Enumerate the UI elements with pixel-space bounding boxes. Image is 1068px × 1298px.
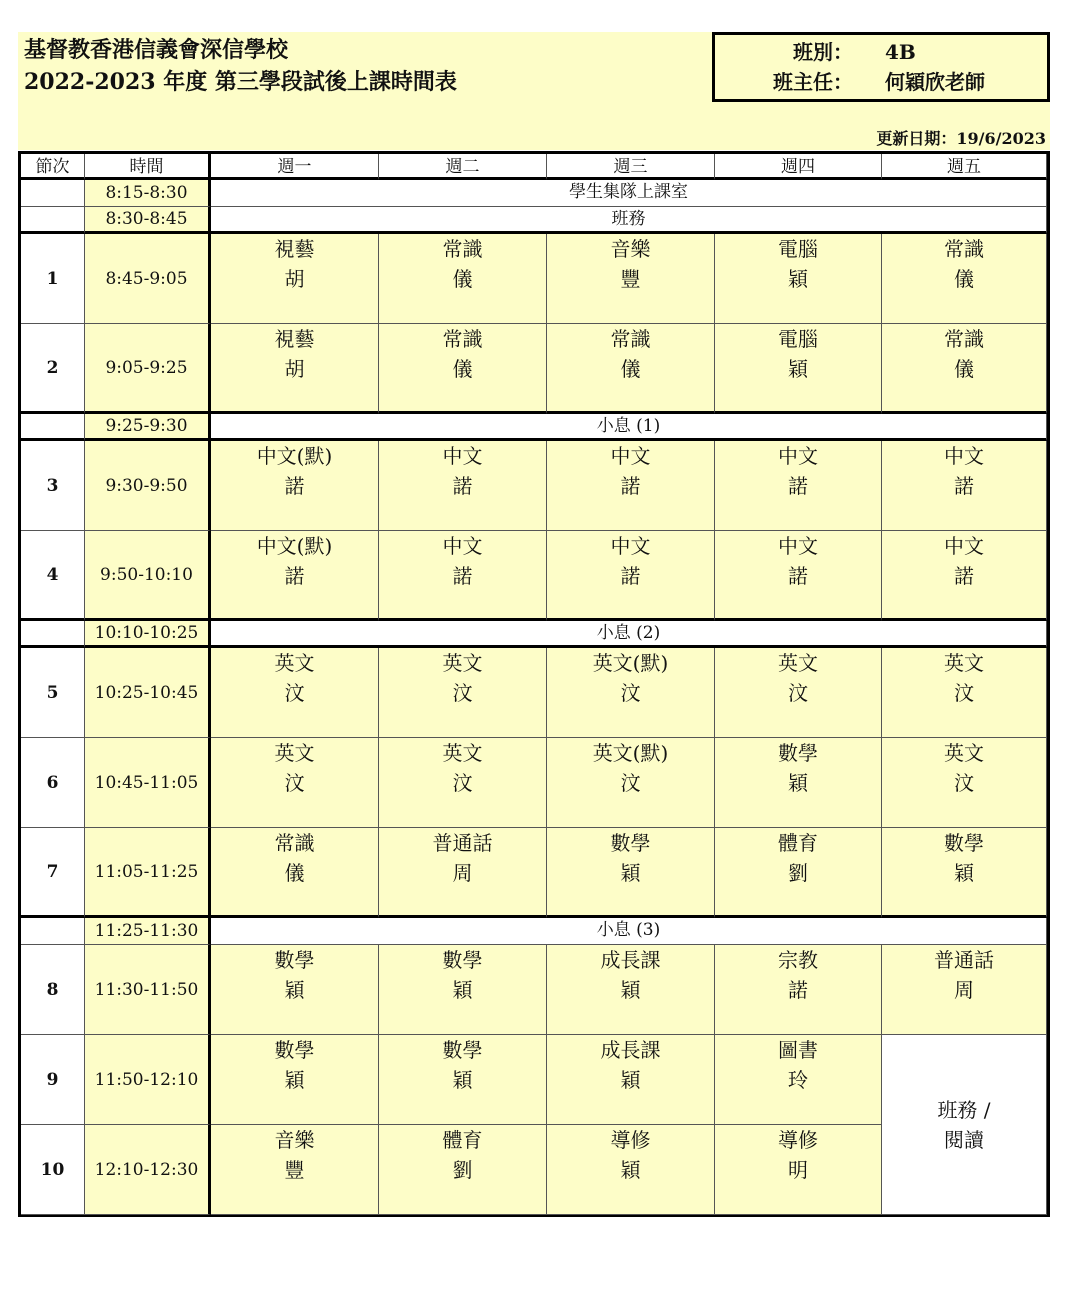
subject-name: 中文 — [944, 444, 984, 468]
lesson-cell — [547, 234, 715, 324]
lesson-cell — [379, 828, 547, 918]
teacher-name: 明 — [788, 1158, 808, 1182]
period-number: 6 — [21, 738, 85, 828]
lesson-cell — [547, 441, 715, 531]
time-slot: 9:30-9:50 — [85, 441, 211, 531]
teacher-name: 儀 — [620, 357, 641, 381]
subject-name: 音樂 — [610, 237, 651, 261]
teacher-name: 汶 — [954, 771, 974, 795]
time-slot: 8:15-8:30 — [85, 180, 211, 207]
subject-name: 宗教 — [778, 948, 818, 972]
period-number: 3 — [21, 441, 85, 531]
teacher-name: 穎 — [788, 771, 808, 795]
column-header: 週三 — [547, 154, 715, 180]
subject-name: 普通話 — [934, 948, 994, 972]
subject-name: 中文 — [778, 534, 818, 558]
teacher-name: 諾 — [788, 474, 808, 498]
subject-name: 音樂 — [274, 1128, 315, 1152]
lesson-cell — [715, 234, 882, 324]
class-value: 4B — [885, 40, 916, 64]
subject-name: 數學 — [944, 831, 984, 855]
subject-name: 中文 — [442, 534, 483, 558]
teacher-name: 穎 — [452, 1068, 473, 1092]
subject-name: 中文(默) — [256, 444, 333, 468]
period-num-blank — [21, 414, 85, 441]
lesson-cell — [715, 441, 882, 531]
lesson-cell — [379, 648, 547, 738]
teacher-name: 儀 — [284, 861, 305, 885]
subject-name: 中文 — [610, 534, 651, 558]
teacher-name: 豐 — [620, 267, 641, 291]
teacher-name: 穎 — [620, 1068, 641, 1092]
lesson-cell — [715, 738, 882, 828]
lesson-cell — [211, 531, 379, 621]
teacher-name: 儀 — [954, 267, 974, 291]
lesson-cell — [715, 648, 882, 738]
teacher-label: 班主任： — [773, 70, 853, 94]
lesson-cell — [379, 738, 547, 828]
activity-banner: 小息 (3) — [211, 918, 1047, 945]
teacher-name: 汶 — [788, 681, 808, 705]
subject-name: 電腦 — [778, 237, 818, 261]
teacher-name: 諾 — [452, 474, 473, 498]
teacher-name: 汶 — [284, 681, 305, 705]
period-number: 1 — [21, 234, 85, 324]
subject-name: 導修 — [610, 1128, 651, 1152]
time-slot: 10:25-10:45 — [85, 648, 211, 738]
teacher-name: 諾 — [452, 564, 473, 588]
subject-name: 英文(默) — [592, 651, 669, 675]
lesson-cell — [211, 648, 379, 738]
lesson-cell — [211, 1035, 379, 1125]
period-number: 5 — [21, 648, 85, 738]
teacher-name: 諾 — [954, 474, 974, 498]
friday-merged-cell — [882, 1035, 1047, 1215]
school-title-block — [24, 34, 457, 98]
subject-name: 英文 — [274, 741, 315, 765]
friday-activity-line: 班務 / — [937, 1097, 991, 1122]
subject-name: 常識 — [610, 327, 651, 351]
teacher-name: 汶 — [452, 771, 473, 795]
subject-name: 中文 — [944, 534, 984, 558]
lesson-cell — [379, 441, 547, 531]
lesson-cell — [715, 1125, 882, 1215]
lesson-cell — [715, 1035, 882, 1125]
lesson-cell — [211, 234, 379, 324]
class-info-box — [712, 32, 1050, 102]
lesson-cell — [211, 441, 379, 531]
friday-activity-line: 閱讀 — [944, 1127, 984, 1152]
teacher-name: 劉 — [452, 1158, 473, 1182]
period-number: 4 — [21, 531, 85, 621]
column-header: 節次 — [21, 154, 85, 180]
time-slot: 11:05-11:25 — [85, 828, 211, 918]
subject-name: 圖書 — [778, 1038, 818, 1062]
period-number: 2 — [21, 324, 85, 414]
lesson-cell — [882, 738, 1047, 828]
subject-name: 數學 — [274, 948, 315, 972]
period-number: 7 — [21, 828, 85, 918]
lesson-cell — [547, 531, 715, 621]
time-slot: 11:50-12:10 — [85, 1035, 211, 1125]
column-header: 週二 — [379, 154, 547, 180]
teacher-name: 豐 — [284, 1158, 305, 1182]
lesson-cell — [882, 648, 1047, 738]
teacher-name: 穎 — [284, 978, 305, 1002]
subject-name: 視藝 — [274, 237, 315, 261]
subject-name: 電腦 — [778, 327, 818, 351]
teacher-name: 玲 — [788, 1068, 808, 1092]
period-number: 9 — [21, 1035, 85, 1125]
teacher-name: 汶 — [284, 771, 305, 795]
teacher-name: 諾 — [284, 474, 305, 498]
teacher-name: 劉 — [788, 861, 808, 885]
teacher-name: 胡 — [284, 267, 305, 291]
lesson-cell — [547, 1125, 715, 1215]
teacher-name: 諾 — [620, 564, 641, 588]
teacher-name: 周 — [954, 978, 974, 1002]
teacher-name: 諾 — [954, 564, 974, 588]
timetable-grid — [18, 151, 1050, 1217]
activity-banner: 班務 — [211, 207, 1047, 234]
subject-name: 體育 — [442, 1128, 483, 1152]
school-name: 基督教香港信義會深信學校 — [24, 37, 289, 63]
subject-name: 常識 — [944, 327, 984, 351]
subject-name: 中文 — [610, 444, 651, 468]
teacher-name: 諾 — [788, 978, 808, 1002]
teacher-name: 穎 — [620, 1158, 641, 1182]
period-number: 10 — [21, 1125, 85, 1215]
lesson-cell — [379, 1125, 547, 1215]
teacher-name: 汶 — [620, 771, 641, 795]
lesson-cell — [715, 531, 882, 621]
teacher-name: 汶 — [452, 681, 473, 705]
lesson-cell — [379, 531, 547, 621]
lesson-cell — [211, 1125, 379, 1215]
time-slot: 10:10-10:25 — [85, 621, 211, 648]
time-slot: 9:05-9:25 — [85, 324, 211, 414]
lesson-cell — [379, 324, 547, 414]
time-slot: 10:45-11:05 — [85, 738, 211, 828]
timetable-header — [18, 32, 1050, 150]
term-title: 2022-2023 年度 第三學段試後上課時間表 — [24, 69, 457, 95]
subject-name: 常識 — [442, 237, 483, 261]
teacher-name: 諾 — [620, 474, 641, 498]
subject-name: 數學 — [442, 1038, 483, 1062]
subject-name: 數學 — [274, 1038, 315, 1062]
teacher-name: 諾 — [284, 564, 305, 588]
teacher-name: 穎 — [620, 861, 641, 885]
time-slot: 11:25-11:30 — [85, 918, 211, 945]
lesson-cell — [882, 324, 1047, 414]
time-slot: 8:30-8:45 — [85, 207, 211, 234]
lesson-cell — [211, 828, 379, 918]
teacher-name: 儀 — [452, 357, 473, 381]
lesson-cell — [547, 648, 715, 738]
lesson-cell — [547, 828, 715, 918]
period-num-blank — [21, 207, 85, 234]
subject-name: 中文(默) — [256, 534, 333, 558]
updated-date: 更新日期：19/6/2023 — [876, 129, 1046, 148]
lesson-cell — [211, 324, 379, 414]
lesson-cell — [379, 1035, 547, 1125]
lesson-cell — [211, 738, 379, 828]
time-slot: 9:25-9:30 — [85, 414, 211, 441]
activity-banner: 學生集隊上課室 — [211, 180, 1047, 207]
subject-name: 成長課 — [600, 1038, 661, 1062]
subject-name: 常識 — [944, 237, 984, 261]
teacher-name: 儀 — [452, 267, 473, 291]
period-num-blank — [21, 918, 85, 945]
column-header: 週四 — [715, 154, 882, 180]
subject-name: 英文 — [944, 741, 984, 765]
lesson-cell — [547, 1035, 715, 1125]
teacher-name: 周 — [452, 861, 473, 885]
lesson-cell — [715, 828, 882, 918]
subject-name: 中文 — [778, 444, 818, 468]
time-slot: 8:45-9:05 — [85, 234, 211, 324]
teacher-name: 穎 — [788, 357, 808, 381]
lesson-cell — [547, 945, 715, 1035]
activity-banner: 小息 (1) — [211, 414, 1047, 441]
time-slot: 9:50-10:10 — [85, 531, 211, 621]
teacher-name: 穎 — [954, 861, 974, 885]
lesson-cell — [547, 324, 715, 414]
subject-name: 英文 — [778, 651, 818, 675]
teacher-name: 胡 — [284, 357, 305, 381]
subject-name: 數學 — [442, 948, 483, 972]
subject-name: 體育 — [778, 831, 818, 855]
activity-banner: 小息 (2) — [211, 621, 1047, 648]
subject-name: 常識 — [274, 831, 315, 855]
subject-name: 常識 — [442, 327, 483, 351]
lesson-cell — [715, 945, 882, 1035]
subject-name: 普通話 — [432, 831, 493, 855]
lesson-cell — [379, 945, 547, 1035]
lesson-cell — [882, 441, 1047, 531]
lesson-cell — [715, 324, 882, 414]
period-num-blank — [21, 621, 85, 648]
time-slot: 12:10-12:30 — [85, 1125, 211, 1215]
lesson-cell — [882, 945, 1047, 1035]
lesson-cell — [882, 531, 1047, 621]
lesson-cell — [379, 234, 547, 324]
lesson-cell — [882, 234, 1047, 324]
subject-name: 英文(默) — [592, 741, 669, 765]
teacher-name: 穎 — [620, 978, 641, 1002]
subject-name: 成長課 — [600, 948, 661, 972]
subject-name: 英文 — [442, 741, 483, 765]
teacher-name: 穎 — [452, 978, 473, 1002]
column-header: 週五 — [882, 154, 1047, 180]
lesson-cell — [882, 828, 1047, 918]
subject-name: 導修 — [778, 1128, 818, 1152]
subject-name: 英文 — [944, 651, 984, 675]
column-header: 週一 — [211, 154, 379, 180]
lesson-cell — [547, 738, 715, 828]
column-header: 時間 — [85, 154, 211, 180]
teacher-name: 儀 — [954, 357, 974, 381]
lesson-cell — [211, 945, 379, 1035]
subject-name: 數學 — [778, 741, 818, 765]
subject-name: 數學 — [610, 831, 651, 855]
teacher-name: 穎 — [788, 267, 808, 291]
teacher-name: 汶 — [620, 681, 641, 705]
period-num-blank — [21, 180, 85, 207]
teacher-name: 汶 — [954, 681, 974, 705]
subject-name: 英文 — [442, 651, 483, 675]
class-label: 班別： — [793, 40, 853, 64]
teacher-name: 穎 — [284, 1068, 305, 1092]
teacher-name: 諾 — [788, 564, 808, 588]
subject-name: 英文 — [274, 651, 315, 675]
period-number: 8 — [21, 945, 85, 1035]
teacher-value: 何穎欣老師 — [885, 70, 985, 94]
time-slot: 11:30-11:50 — [85, 945, 211, 1035]
subject-name: 中文 — [442, 444, 483, 468]
subject-name: 視藝 — [274, 327, 315, 351]
